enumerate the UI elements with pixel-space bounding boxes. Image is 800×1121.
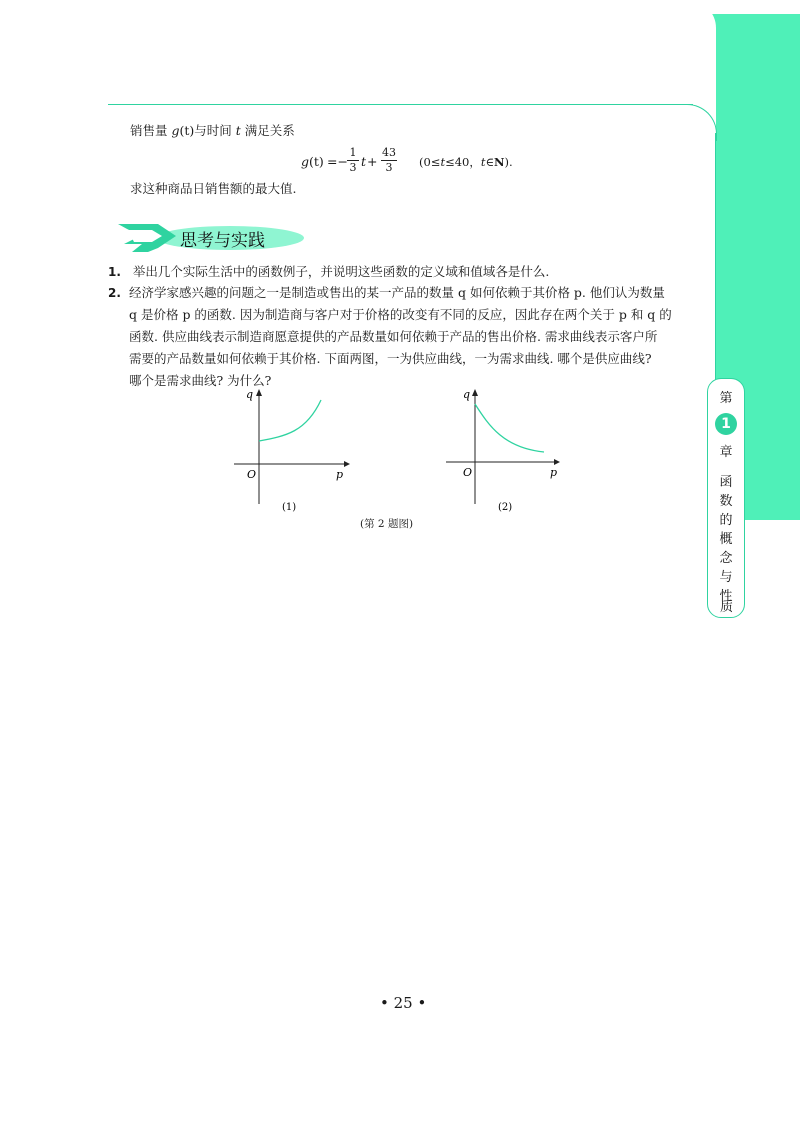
y-axis-label: q xyxy=(246,388,254,401)
page-number: • 25 • xyxy=(380,994,427,1012)
chapter-title-char: 性 xyxy=(719,589,733,604)
top-rule xyxy=(108,104,693,105)
section-title: 思考与实践 xyxy=(180,231,265,251)
y-axis-arrow xyxy=(256,389,262,396)
figure-supply xyxy=(226,384,356,514)
chapter-side-tab xyxy=(707,378,745,618)
sales-relation-line: 销售量 g(t)与时间 t 满足关系 xyxy=(130,123,295,138)
figure-demand xyxy=(444,384,574,514)
chapter-title-char: 概 xyxy=(719,532,733,547)
supply-curve xyxy=(259,400,321,441)
item-2-line-5: 哪个是需求曲线? 为什么? xyxy=(129,373,272,388)
chapter-title-char: 的 xyxy=(719,513,733,528)
chapter-title-char: 念 xyxy=(719,551,733,566)
chapter-suffix: 章 xyxy=(719,445,733,460)
x-axis-arrow xyxy=(344,461,350,467)
origin-label: O xyxy=(463,466,473,479)
y-axis-label: q xyxy=(463,388,471,401)
chapter-title-char: 函 xyxy=(719,475,733,490)
item-2-line-2: q 是价格 p 的函数. 因为制造商与客户对于价格的改变有不同的反应，因此存在两个关于 p 和 q 的 xyxy=(129,307,672,322)
right-rule xyxy=(715,133,716,403)
chapter-title-char: 质 xyxy=(719,600,733,615)
x-axis-label: p xyxy=(550,466,558,479)
y-axis-arrow xyxy=(472,389,478,396)
origin-label: O xyxy=(247,468,257,481)
chapter-prefix: 第 xyxy=(719,391,733,406)
item-2-line-1: 经济学家感兴趣的问题之一是制造或售出的某一产品的数量 q 如何依赖于其价格 p. 他们认为数量 xyxy=(129,285,665,300)
chapter-title-char: 与 xyxy=(719,570,733,585)
chapter-title-char: 数 xyxy=(719,494,733,509)
item-2-line-4: 需要的产品数量如何依赖于其价格. 下面两图，一为供应曲线，一为需求曲线. 哪个是供应曲线? xyxy=(129,351,652,366)
sales-formula: g (t) =− 1 3 t + 43 3 (0≤t≤40，t∈N). xyxy=(301,146,513,174)
x-axis-arrow xyxy=(554,459,560,465)
figure-caption-1: (1) xyxy=(282,502,297,513)
figures-caption: (第 2 题图) xyxy=(360,518,414,530)
figure-caption-2: (2) xyxy=(498,502,513,513)
section-header xyxy=(118,222,304,254)
x-axis-label: p xyxy=(336,468,344,481)
chapter-number-badge: 1 xyxy=(715,413,737,435)
item-1: 1. 举出几个实际生活中的函数例子，并说明这些函数的定义域和值域各是什么. xyxy=(108,264,550,279)
item-2-line-3: 函数. 供应曲线表示制造商愿意提供的产品数量如何依赖于产品的售出价格. 需求曲线表示客户所 xyxy=(129,329,658,344)
max-sales-question: 求这种商品日销售额的最大值. xyxy=(130,181,297,196)
demand-curve xyxy=(475,404,544,452)
